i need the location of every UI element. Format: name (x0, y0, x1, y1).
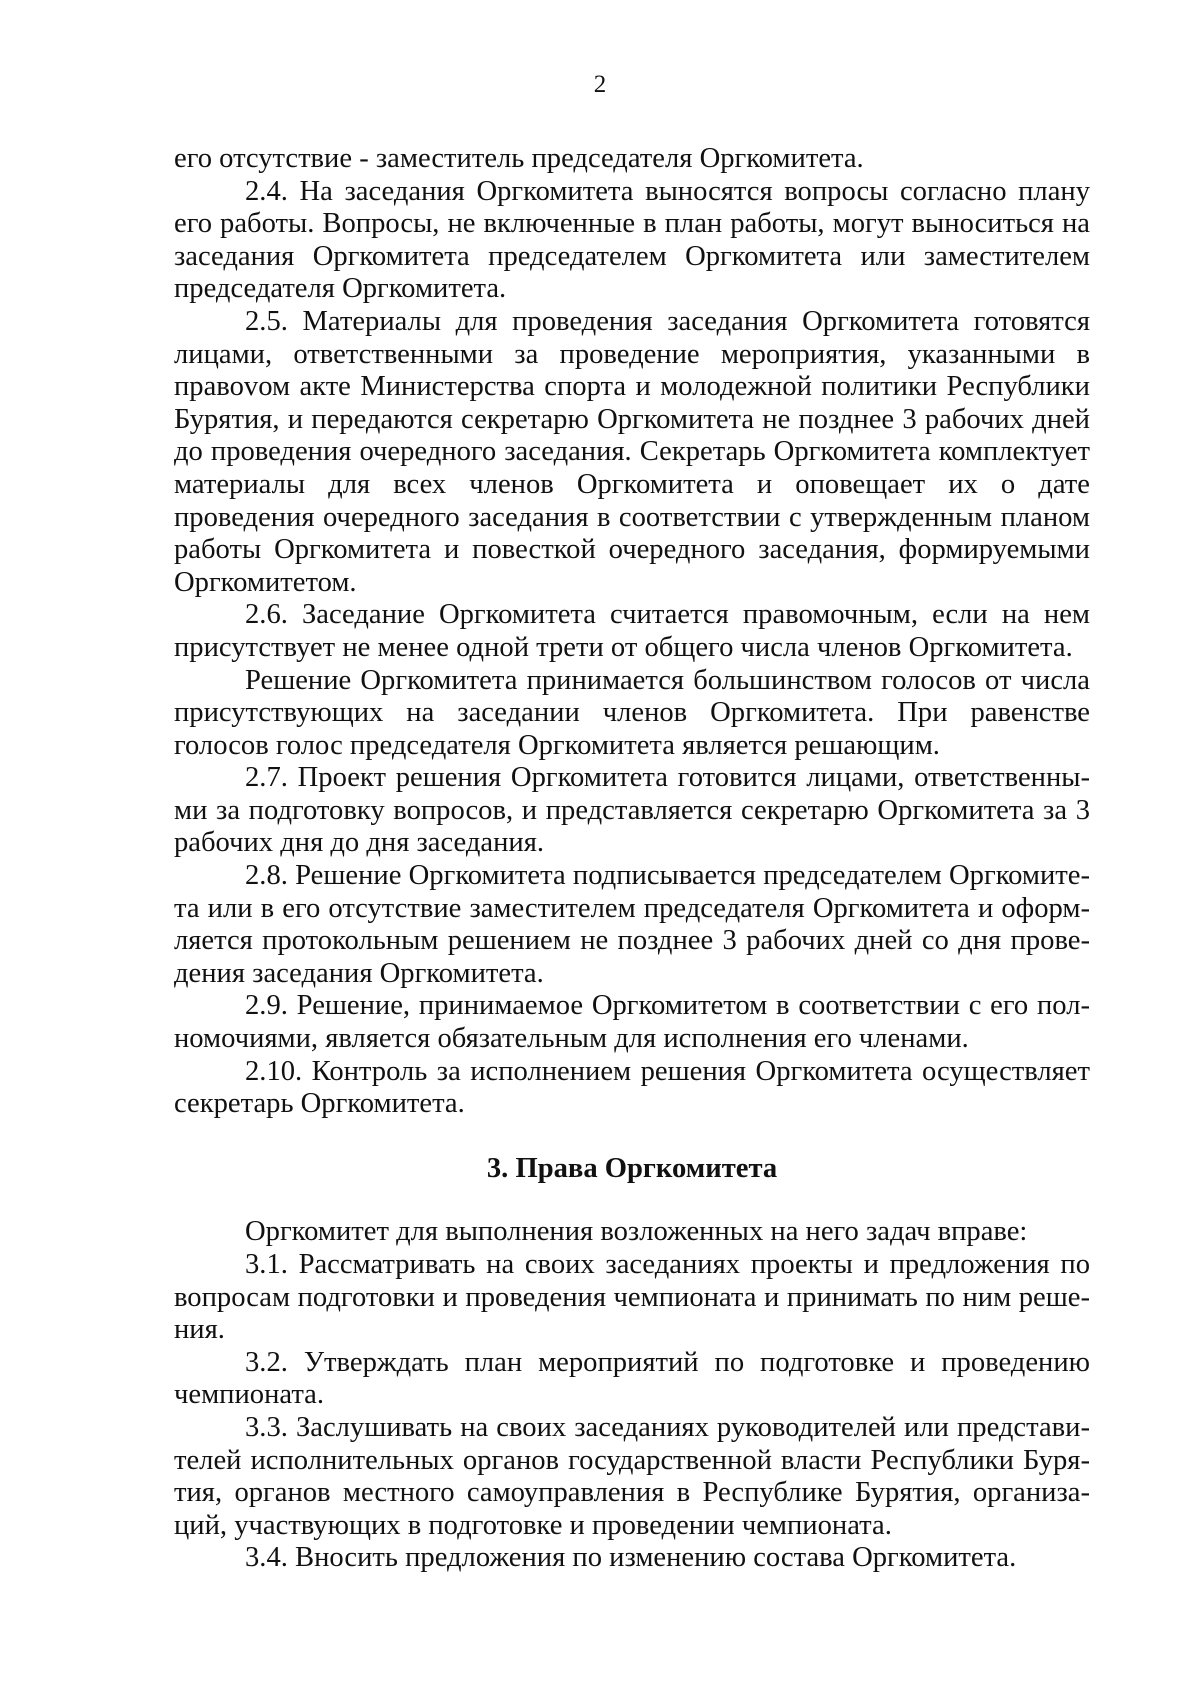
paragraph-2-6: 2.6. Заседание Оргкомитета считается правомочным, если на нем присутствует не менее одной трети от общего числа членов Оргкомитета. (174, 599, 1090, 663)
paragraph-decision: Решение Оргкомитета принимается большинством голосов от числа присутствующих на заседании членов Оргкомитета. При равенстве голосов голос председателя Оргкомитета является решающим. (174, 664, 1090, 761)
paragraph-2-9: 2.9. Решение, принимаемое Оргкомитетом в соответствии с его полномочиями, является обязательным для исполнения его членами. (174, 990, 1090, 1055)
paragraph-2-4: 2.4. На заседания Оргкомитета выносятся вопросы согласно плану его работы. Вопросы, не включенные в план работы, могут выноситься на заседания Оргкомитета председателем Оргкомитета или заместителем председателя Оргкомитета. (174, 175, 1090, 305)
paragraph-3-3: 3.3. Заслушивать на своих заседаниях руководителей или представителей исполнительных органов государственной власти Республики Бурятия, органов местного самоуправления в Республике Бурятия, организаций, участвующих в подготовке и проведении чемпионата. (174, 1411, 1090, 1541)
paragraph-2-10: 2.10. Контроль за исполнением решения Оргкомитета осуществляет секретарь Оргкомитета. (174, 1055, 1090, 1120)
section-3-heading: 3. Права Оргкомитета (486, 1152, 778, 1184)
paragraph-2-5: 2.5. Материалы для проведения заседания Оргкомитета готовятся лицами, ответственными за проведение мероприятия, указанными в правоvом акте Министерства спорта и молодежной политики Республики Бурятия, и передаются секретарю Оргкомитета не позднее 3 рабочих дней до проведения очередного заседания. Секретарь Оргкомитета комплектует материалы для всех членов Оргкомитета и оповещает их о дате проведения очередного заседания в соответствии с утвержденным планом работы Оргкомитета и повесткой очередного заседания, формируемыми Оргкомитетом. (174, 305, 1090, 598)
paragraph-rights-intro: Оргкомитет для выполнения возложенных на него задач вправе: (245, 1216, 1028, 1248)
paragraph-2-7: 2.7. Проект решения Оргкомитета готовится лицами, ответственными за подготовку вопросов, и представляется секретарю Оргкомитета за 3 рабочих дня до дня заседания. (174, 762, 1090, 859)
paragraph-continuation: его отсутствие - заместитель председателя Оргкомитета. (174, 143, 864, 174)
page-number: 2 (593, 71, 607, 98)
paragraph-3-2: 3.2. Утверждать план мероприятий по подготовке и проведению чемпионата. (174, 1346, 1090, 1411)
paragraph-3-1: 3.1. Рассматривать на своих заседаниях проекты и предложения по вопросам подготовки и проведения чемпионата и принимать по ним решения. (174, 1249, 1090, 1346)
document-body (174, 143, 1090, 1575)
paragraph-3-4: 3.4. Вносить предложения по изменению состава Оргкомитета. (245, 1542, 1017, 1574)
paragraph-2-8: 2.8. Решение Оргкомитета подписывается председателем Оргкомитета или в его отсутствие заместителем председателя Оргкомитета и оформляется протокольным решением не позднее 3 рабочих дней со дня проведения заседания Оргкомитета. (174, 860, 1090, 989)
